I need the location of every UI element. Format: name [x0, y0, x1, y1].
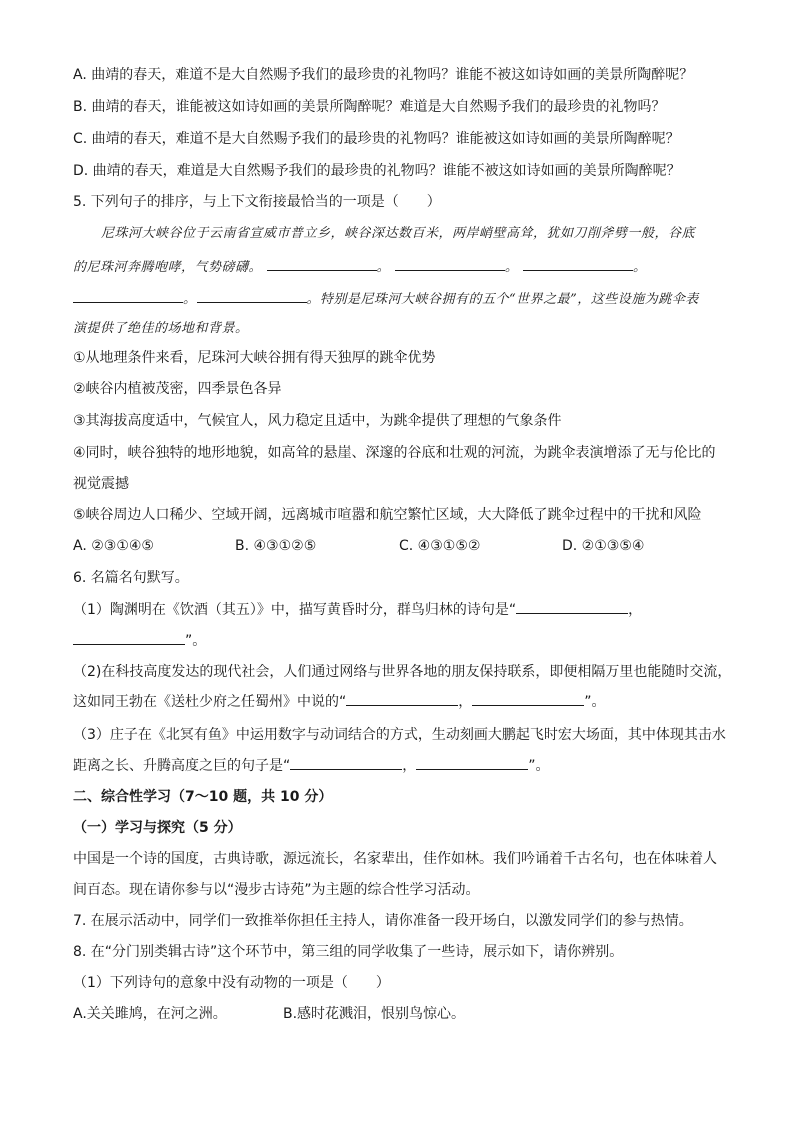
q7-text: 7. 在展示活动中，同学们一致推举你担任主持人，请你准备一段开场白，以激发同学们的参与热情。 — [73, 913, 693, 929]
q5-options — [73, 535, 723, 557]
q4-option-b: B. 曲靖的春天，谁能被这如诗如画的美景所陶醉呢？难道是大自然赐予我们的最珍贵的礼物吗？ — [73, 99, 666, 115]
answer-blank — [73, 288, 183, 303]
q5-sentence-4-line1: ④同时，峡谷独特的地形地貌，如高耸的悬崖、深邃的谷底和壮观的河流，为跳伞表演增添了无与伦比的 — [73, 445, 716, 461]
closing-quote: ”。 — [528, 758, 550, 774]
q4-option-c: C. 曲靖的春天，难道不是大自然赐予我们的最珍贵的礼物吗？谁能被这如诗如画的美景所陶醉呢？ — [73, 131, 680, 147]
q6-part3-line2 — [73, 755, 723, 777]
q8-text: 8. 在“分门别类辑古诗”这个环节中，第三组的同学收集了一些诗，展示如下，请你辨别。 — [73, 944, 624, 960]
q6-part3-line1: （3）庄子在《北冥有鱼》中运用数字与动词结合的方式，生动刻画大鹏起飞时宏大场面，其中体现其击水 — [73, 727, 726, 743]
q6-part1-text: （1）陶渊明在《饮酒（其五）》中，描写黄昏时分，群鸟归林的诗句是“ — [73, 602, 517, 618]
answer-blank — [267, 256, 377, 271]
q4-option-a: A. 曲靖的春天，难道不是大自然赐予我们的最珍贵的礼物吗？谁能不被这如诗如画的美景所陶醉呢？ — [73, 67, 694, 83]
q5-option-d: D. ②①③⑤④ — [562, 538, 645, 554]
answer-blank — [516, 599, 628, 614]
period: 。 — [632, 260, 647, 275]
answer-blank — [290, 755, 402, 770]
q8-option-a: A.关关雎鸠，在河之洲。 — [73, 1006, 227, 1022]
q6-part3-text: 距离之长、升腾高度之巨的句子是“ — [73, 758, 291, 774]
answer-blank — [395, 256, 505, 271]
q5-passage-text: 。特别是尼珠河大峡谷拥有的五个“世界之最”，这些设施为跳伞表 — [306, 292, 699, 307]
q5-passage-text: 的尼珠河奔腾咆哮，气势磅礴。 — [73, 260, 263, 275]
q6-part2-text: 这如同王勃在《送杜少府之任蜀州》中说的“ — [73, 694, 347, 710]
q5-sentence-2: ②峡谷内植被茂密，四季景色各异 — [73, 381, 282, 397]
q5-stem: 5. 下列句子的排序，与上下文衔接最恰当的一项是（ ） — [73, 194, 441, 210]
closing-quote: ”。 — [584, 694, 606, 710]
answer-blank — [472, 691, 584, 706]
comma: ， — [628, 602, 643, 618]
q5-option-a: A. ②③①④⑤ — [73, 538, 154, 554]
period: 。 — [376, 260, 391, 275]
q8-option-b: B.感时花溅泪，恨别鸟惊心。 — [283, 1006, 466, 1022]
section-2-intro-line2: 间百态。现在请你参与以“漫步古诗苑”为主题的综合性学习活动。 — [73, 882, 480, 898]
q5-passage-line1: 尼珠河大峡谷位于云南省宣威市普立乡，峡谷深达数百米，两岸峭壁高耸，犹如刀削斧劈一般，谷底 — [101, 226, 696, 241]
q8-part1-stem: （1）下列诗句的意象中没有动物的一项是（ ） — [73, 975, 390, 991]
q5-sentence-3: ③其海拔高度适中，气候宜人，风力稳定且适中，为跳伞提供了理想的气象条件 — [73, 413, 562, 429]
q5-sentence-5: ⑤峡谷周边人口稀少、空域开阔，远离城市喧嚣和航空繁忙区域，大大降低了跳伞过程中的干扰和风险 — [73, 507, 702, 523]
q5-sentence-1: ①从地理条件来看，尼珠河大峡谷拥有得天独厚的跳伞优势 — [73, 350, 436, 366]
period: 。 — [183, 292, 197, 307]
comma: ， — [402, 758, 417, 774]
q4-option-d: D. 曲靖的春天，难道是大自然赐予我们的最珍贵的礼物吗？谁能不被这如诗如画的美景所陶醉呢？ — [73, 163, 681, 179]
answer-blank — [197, 288, 307, 303]
q6-stem: 6. 名篇名句默写。 — [73, 570, 189, 586]
q6-part1-line1 — [73, 599, 723, 621]
q5-passage-line2 — [73, 256, 723, 279]
section-2-subheading: （一）学习与探究（5 分） — [73, 820, 242, 836]
section-2-heading: 二、综合性学习（7～10 题，共 10 分） — [73, 789, 333, 805]
q6-part2-line1: （2)在科技高度发达的现代社会，人们通过网络与世界各地的朋友保持联系，即便相隔万里也能随时交流， — [73, 664, 732, 680]
q5-passage-line3 — [73, 288, 723, 311]
comma: ， — [458, 694, 473, 710]
closing-quote: ”。 — [185, 633, 207, 649]
period: 。 — [504, 260, 519, 275]
answer-blank — [523, 256, 633, 271]
q8-options — [73, 1003, 723, 1025]
answer-blank — [416, 755, 528, 770]
q6-part1-line2 — [73, 630, 723, 652]
answer-blank — [73, 630, 185, 645]
q6-part2-line2 — [73, 691, 723, 713]
section-2-intro-line1: 中国是一个诗的国度，古典诗歌，源远流长，名家辈出，佳作如林。我们吟诵着千古名句，也在体味着人 — [73, 851, 717, 867]
q5-option-b: B. ④③①②⑤ — [235, 538, 317, 554]
q5-option-c: C. ④③①⑤② — [399, 538, 481, 554]
q5-passage-line4: 演提供了绝佳的场地和背景。 — [73, 321, 249, 336]
answer-blank — [346, 691, 458, 706]
q5-sentence-4-line2: 视觉震撼 — [73, 476, 129, 492]
